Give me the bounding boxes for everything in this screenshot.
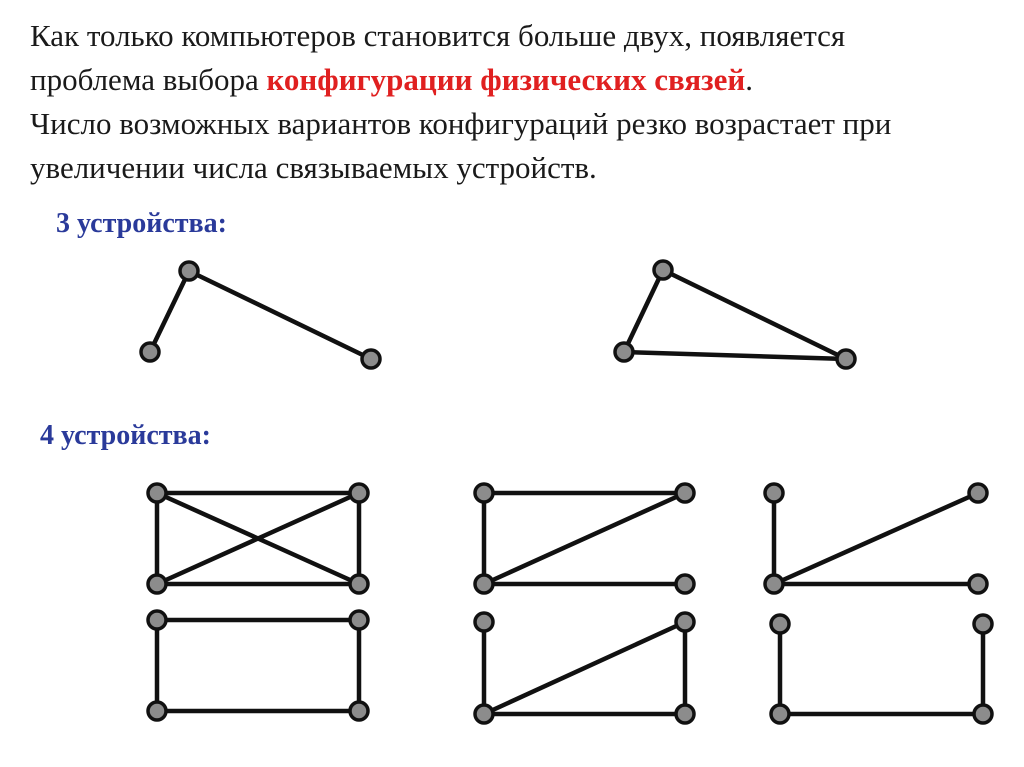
device-node [837, 350, 855, 368]
edge [150, 271, 189, 352]
three-devices-label: 3 устройства: [56, 208, 227, 239]
device-node [148, 702, 166, 720]
device-node [765, 484, 783, 502]
edge [484, 493, 685, 584]
device-node [676, 575, 694, 593]
four-device-partial-mesh-b [475, 613, 694, 723]
edge [774, 493, 978, 584]
device-node [350, 484, 368, 502]
intro-highlight: конфигурации физических связей [266, 62, 746, 97]
four-device-ring [148, 611, 368, 720]
device-node [350, 702, 368, 720]
device-node [771, 705, 789, 723]
intro-line-3: Число возможных вариантов конфигураций резко возрастает при [30, 106, 892, 141]
intro-line-1: Как только компьютеров становится больше двух, появляется [30, 18, 846, 53]
device-node [676, 484, 694, 502]
four-device-partial-mesh-a [475, 484, 694, 593]
edge [624, 270, 663, 352]
four-device-full-mesh [148, 484, 368, 593]
device-node [969, 484, 987, 502]
edge [189, 271, 371, 359]
device-node [141, 343, 159, 361]
device-node [475, 705, 493, 723]
intro-line-2-end: . [745, 62, 753, 97]
device-node [475, 613, 493, 631]
device-node [974, 615, 992, 633]
device-node [475, 484, 493, 502]
device-node [350, 611, 368, 629]
device-node [180, 262, 198, 280]
device-node [615, 343, 633, 361]
device-node [771, 615, 789, 633]
device-node [148, 575, 166, 593]
four-devices-label: 4 устройства: [40, 420, 211, 451]
device-node [148, 484, 166, 502]
device-node [148, 611, 166, 629]
three-device-chain [141, 262, 380, 368]
three-device-triangle [615, 261, 855, 368]
four-device-star [765, 484, 987, 593]
four-device-chain [771, 615, 992, 723]
intro-line-2-start: проблема выбора [30, 62, 267, 97]
device-node [475, 575, 493, 593]
device-node [350, 575, 368, 593]
edge [484, 622, 685, 714]
edge [663, 270, 846, 359]
device-node [969, 575, 987, 593]
device-node [974, 705, 992, 723]
device-node [654, 261, 672, 279]
device-node [676, 613, 694, 631]
device-node [676, 705, 694, 723]
intro-line-4: увеличении числа связываемых устройств. [30, 150, 597, 185]
edge [624, 352, 846, 359]
device-node [765, 575, 783, 593]
device-node [362, 350, 380, 368]
